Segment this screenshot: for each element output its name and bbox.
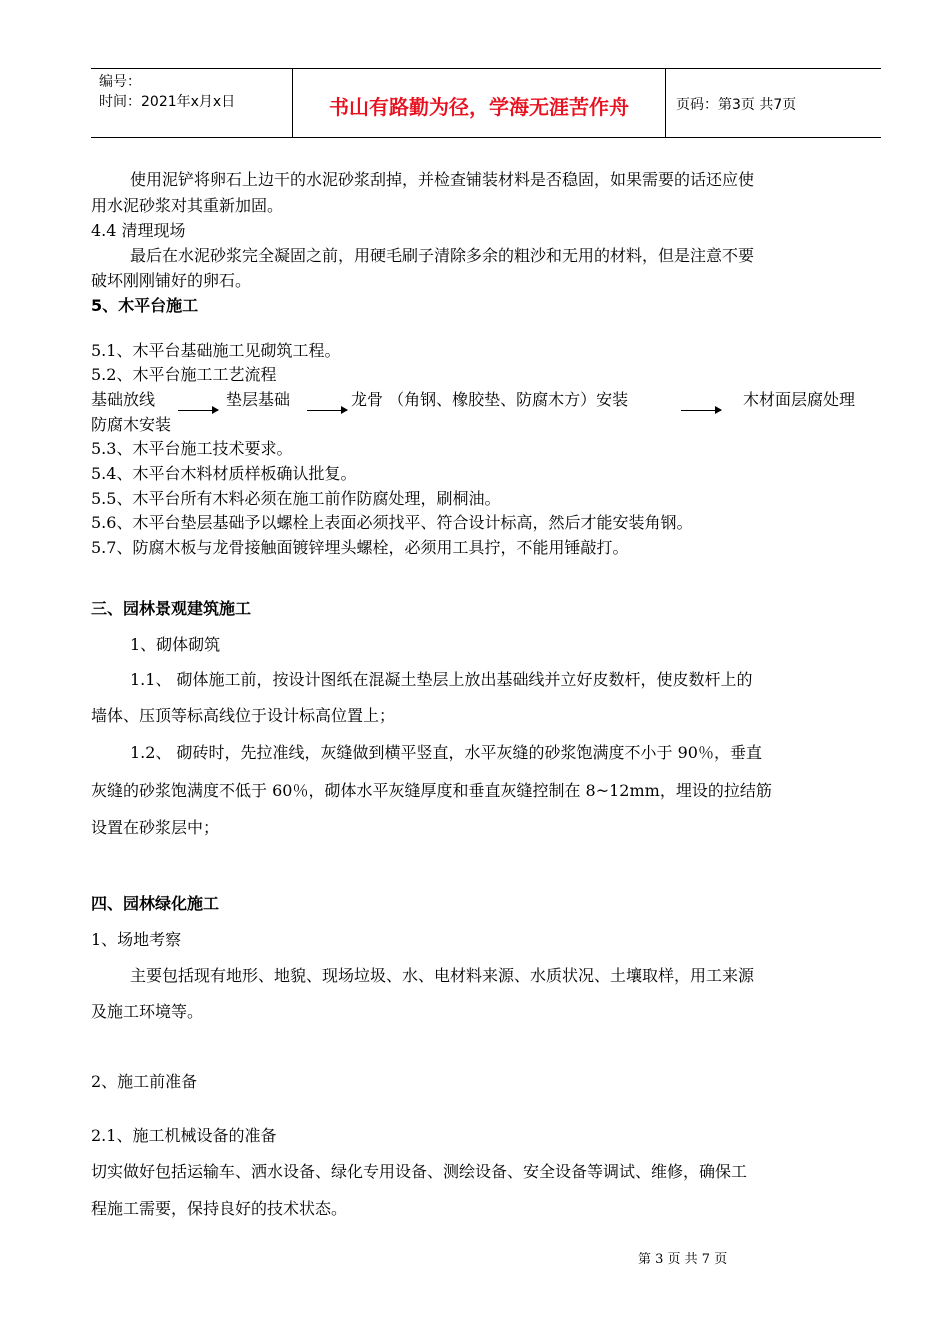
subsection-heading: 2、施工前准备 (91, 1072, 198, 1091)
list-item: 5.2、木平台施工工艺流程 (91, 365, 277, 384)
paragraph-line: 1.2、 砌砖时，先拉准线，灰缝做到横平竖直，水平灰缝的砂浆饱满度不小于 90％，垂直 (130, 743, 762, 762)
paragraph-line: 使用泥铲将卵石上边干的水泥砂浆刮掉，并检查铺装材料是否稳固，如果需要的话还应使 (130, 170, 755, 189)
list-item: 5.3、木平台施工技术要求。 (91, 439, 293, 458)
paragraph-line: 破坏刚刚铺好的卵石。 (91, 271, 252, 290)
section-heading: 5、木平台施工 (91, 296, 199, 315)
paragraph-line: 1.1、 砌体施工前，按设计图纸在混凝土垫层上放出基础线并立好皮数杆，使皮数杆上的 (130, 670, 753, 689)
paragraph-line: 及施工环境等。 (91, 1002, 204, 1021)
document-number-label: 编号： (99, 74, 141, 90)
page-footer-number: 第 3 页 共 7 页 (638, 1252, 728, 1267)
flow-arrow-icon (307, 410, 347, 411)
flow-arrow-icon (178, 410, 218, 411)
paragraph-line: 灰缝的砂浆饱满度不低于 60％，砌体水平灰缝厚度和垂直灰缝控制在 8~12mm，埋设的拉结筋 (91, 781, 772, 800)
page-header (91, 68, 881, 138)
subsection-heading: 1、场地考察 (91, 930, 182, 949)
list-item: 5.1、木平台基础施工见砌筑工程。 (91, 341, 341, 360)
header-motto-cell (293, 69, 666, 137)
paragraph-line: 用水泥砂浆对其重新加固。 (91, 196, 284, 215)
list-item: 5.5、木平台所有木料必须在施工前作防腐处理，刷桐油。 (91, 489, 501, 508)
list-item: 5.7、防腐木板与龙骨接触面镀锌埋头螺栓，必须用工具拧，不能用锤敲打。 (91, 538, 629, 557)
paragraph-line: 程施工需要，保持良好的技术状态。 (91, 1199, 348, 1218)
flow-arrow-icon (681, 410, 721, 411)
paragraph-line: 最后在水泥砂浆完全凝固之前，用硬毛刷子清除多余的粗沙和无用的材料，但是注意不要 (130, 246, 755, 265)
paragraph-line: 切实做好包括运输车、洒水设备、绿化专用设备、测绘设备、安全设备等调试、维修，确保工 (91, 1162, 748, 1181)
list-item: 5.4、木平台木料材质样板确认批复。 (91, 464, 357, 483)
section-heading: 四、园林绿化施工 (91, 894, 220, 913)
flow-step: 垫层基础 (226, 390, 291, 409)
flow-step: 基础放线 (91, 390, 156, 409)
paragraph-line: 设置在砂浆层中； (91, 818, 220, 837)
flow-step: 防腐木安装 (91, 415, 172, 434)
document-time-label: 时间：2021年x月x日 (99, 94, 236, 110)
subsection-heading: 2.1、施工机械设备的准备 (91, 1126, 277, 1145)
section-heading: 三、园林景观建筑施工 (91, 599, 252, 618)
header-info-cell (91, 69, 293, 137)
flow-step: 龙骨 （角钢、橡胶垫、防腐木方）安装 (351, 390, 629, 409)
section-heading: 4.4 清理现场 (91, 221, 186, 240)
list-item: 5.6、木平台垫层基础予以螺栓上表面必须找平、符合设计标高，然后才能安装角钢。 (91, 513, 693, 532)
subsection-heading: 1、砌体砌筑 (130, 635, 221, 654)
header-page-number: 页码：第3页 共7页 (676, 97, 797, 113)
flow-step: 木材面层腐处理 (743, 390, 856, 409)
paragraph-line: 主要包括现有地形、地貌、现场垃圾、水、电材料来源、水质状况、土壤取样，用工来源 (130, 966, 755, 985)
paragraph-line: 墙体、压顶等标高线位于设计标高位置上； (91, 706, 396, 725)
header-page-cell (666, 69, 881, 137)
header-motto: 书山有路勤为径，学海无涯苦作舟 (329, 95, 629, 119)
